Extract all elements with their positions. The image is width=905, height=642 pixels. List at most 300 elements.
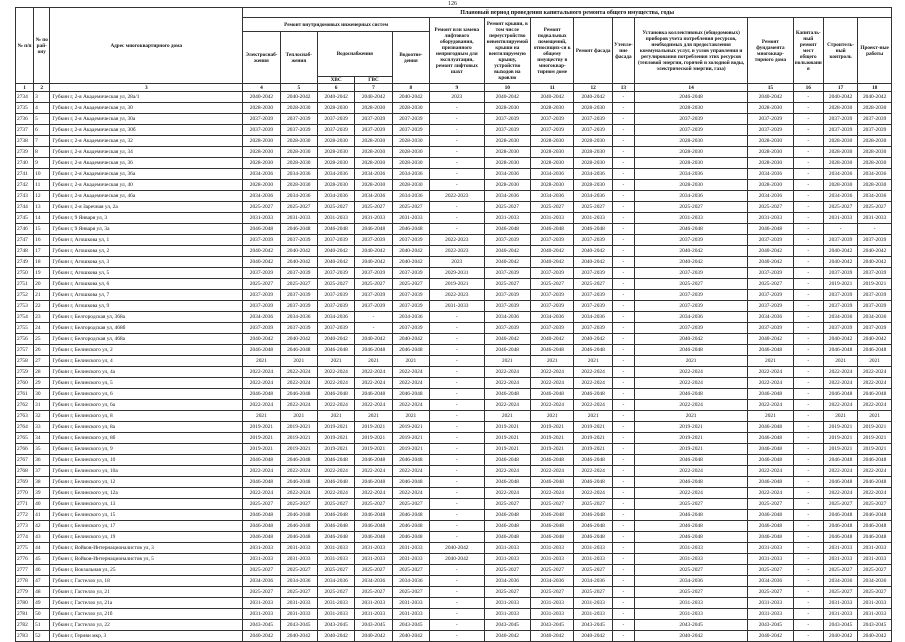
period-cell: - [793, 532, 823, 543]
period-cell: - [612, 543, 634, 554]
period-cell: 2021 [280, 411, 317, 422]
period-cell: 2031-2033 [243, 609, 280, 620]
foundation-header: Ремонт фундамента многоквар-тирного дома [748, 18, 793, 84]
row-number-cell: 2769 [16, 477, 34, 488]
period-cell: 2046-2048 [392, 532, 429, 543]
period-cell: 2019-2021 [392, 422, 429, 433]
table-row [16, 444, 892, 455]
period-cell: - [793, 334, 823, 345]
period-cell: 2037-2039 [243, 235, 280, 246]
period-cell: - [793, 510, 823, 521]
period-cell: 2034-2036 [243, 576, 280, 587]
table-row [16, 334, 892, 345]
period-cell: 2028-2030 [484, 103, 530, 114]
period-cell: 2034-2036 [280, 191, 317, 202]
table-row [16, 389, 892, 400]
period-cell: - [793, 356, 823, 367]
period-cell: 2037-2039 [823, 114, 857, 125]
address-cell: Губкин г, Белинского ул, 15 [50, 510, 243, 521]
column-numbers-row [16, 84, 892, 92]
address-cell: Губкин г, Белгородская ул, 468а [50, 334, 243, 345]
period-cell: 2043-2045 [858, 620, 892, 631]
electro-header: Электроснаб-жения [243, 32, 280, 84]
period-cell: - [355, 312, 392, 323]
period-cell: 2021 [355, 411, 392, 422]
period-cell: - [612, 213, 634, 224]
table-row [16, 92, 892, 103]
period-cell: 2025-2027 [355, 499, 392, 510]
period-cell: - [793, 268, 823, 279]
period-cell: 2022-2024 [280, 488, 317, 499]
district-number-cell: 48 [34, 587, 50, 598]
period-cell: - [430, 521, 485, 532]
row-number-cell: 2757 [16, 345, 34, 356]
period-cell: 2034-2036 [317, 191, 354, 202]
period-cell: 2021 [823, 411, 857, 422]
period-cell: 2037-2039 [858, 114, 892, 125]
period-cell: 2022-2024 [317, 378, 354, 389]
period-cell: 2022-2024 [574, 378, 612, 389]
period-cell: 2031-2033 [243, 554, 280, 565]
address-cell: Губкин г, Агошкова ул, 5 [50, 268, 243, 279]
period-cell: - [612, 158, 634, 169]
period-cell: 2040-2042 [748, 631, 793, 642]
period-cell: 2046-2048 [748, 389, 793, 400]
period-cell: 2040-2042 [635, 334, 748, 345]
period-cell: 2028-2030 [748, 147, 793, 158]
district-number-cell: 13 [34, 202, 50, 213]
period-cell: - [430, 477, 485, 488]
period-cell: - [612, 169, 634, 180]
period-cell: - [430, 510, 485, 521]
period-cell: 2040-2042 [531, 92, 574, 103]
row-number-cell: 2782 [16, 620, 34, 631]
period-cell: 2034-2036 [317, 312, 354, 323]
row-number-cell: 2761 [16, 389, 34, 400]
table-row [16, 609, 892, 620]
period-cell: 2021 [355, 356, 392, 367]
period-cell: 2034-2036 [280, 576, 317, 587]
period-cell: 2037-2039 [823, 323, 857, 334]
meters-header: Установка коллективных (общедомовых) приборов учета потребления ресурсов, необходимых для предоставления коммунальных услуг, и узлов управления и регулирования потребления этих ресурсов (тепловой энергии, горячей и холодной воды, электрической энергии, газа) [635, 18, 748, 84]
period-cell: 2031-2033 [823, 213, 857, 224]
gvs-header: ГВС [355, 77, 392, 84]
period-cell: 2031-2033 [858, 598, 892, 609]
period-cell: 2025-2027 [280, 279, 317, 290]
period-cell: 2028-2030 [858, 103, 892, 114]
period-cell: 2028-2030 [858, 158, 892, 169]
period-cell: 2022-2024 [858, 466, 892, 477]
district-number-cell: 28 [34, 367, 50, 378]
period-cell: 2022-2024 [748, 367, 793, 378]
period-cell: 2022-2024 [858, 400, 892, 411]
period-cell: 2021 [392, 356, 429, 367]
period-cell: 2022-2023 [430, 235, 485, 246]
period-cell: 2046-2048 [574, 389, 612, 400]
table-row [16, 576, 892, 587]
period-cell: - [793, 224, 823, 235]
period-cell: 2028-2030 [392, 147, 429, 158]
period-cell: 2037-2039 [243, 125, 280, 136]
col-district-header: № по рай-ону [34, 8, 50, 84]
period-cell: 2025-2027 [317, 587, 354, 598]
address-cell: Губкин г, 2-я Заречная ул, 2а [50, 202, 243, 213]
period-cell: 2046-2048 [392, 477, 429, 488]
period-cell: 2046-2048 [574, 455, 612, 466]
period-cell: - [430, 169, 485, 180]
period-cell: - [612, 400, 634, 411]
period-cell: 2037-2039 [280, 301, 317, 312]
period-cell: 2025-2027 [635, 202, 748, 213]
period-cell: - [612, 180, 634, 191]
period-cell: 2028-2030 [531, 180, 574, 191]
table-row [16, 433, 892, 444]
period-cell: 2046-2048 [355, 477, 392, 488]
row-number-cell: 2774 [16, 532, 34, 543]
district-number-cell: 21 [34, 290, 50, 301]
period-cell: 2019-2021 [280, 444, 317, 455]
period-cell: 2022-2023 [430, 246, 485, 257]
period-cell: 2034-2036 [858, 191, 892, 202]
district-number-cell: 34 [34, 433, 50, 444]
period-cell: - [612, 389, 634, 400]
period-cell: 2021 [317, 356, 354, 367]
period-cell: - [430, 312, 485, 323]
period-cell: 2046-2048 [574, 477, 612, 488]
period-cell: 2040-2042 [748, 334, 793, 345]
period-cell: 2040-2042 [280, 92, 317, 103]
period-cell: 2046-2048 [858, 477, 892, 488]
period-cell: - [430, 587, 485, 598]
period-cell: 2022-2024 [280, 367, 317, 378]
period-cell: 2021 [317, 411, 354, 422]
period-cell: 2040-2042 [392, 92, 429, 103]
period-cell: 2046-2048 [635, 345, 748, 356]
period-cell: 2019-2021 [355, 444, 392, 455]
district-number-cell: 5 [34, 114, 50, 125]
period-cell: - [793, 620, 823, 631]
period-cell: 2022-2024 [531, 367, 574, 378]
table-row [16, 455, 892, 466]
period-cell: 2031-2033 [355, 609, 392, 620]
period-cell: - [430, 609, 485, 620]
period-cell: 2037-2039 [484, 235, 530, 246]
district-number-cell: 16 [34, 235, 50, 246]
period-cell: 2040-2042 [823, 92, 857, 103]
period-cell: 2037-2039 [823, 125, 857, 136]
table-row [16, 400, 892, 411]
district-number-cell: 35 [34, 444, 50, 455]
period-cell: 2037-2039 [635, 125, 748, 136]
period-cell: 2025-2027 [243, 279, 280, 290]
period-cell: 2046-2048 [574, 521, 612, 532]
period-cell: 2040-2042 [355, 631, 392, 642]
period-cell: 2046-2048 [280, 510, 317, 521]
period-cell: 2031-2033 [392, 609, 429, 620]
period-cell: 2034-2036 [635, 312, 748, 323]
column-number: 12 [574, 84, 612, 92]
table-row [16, 312, 892, 323]
period-cell: 2029-2031 [430, 268, 485, 279]
period-cell: 2037-2039 [392, 235, 429, 246]
period-cell: 2043-2045 [280, 620, 317, 631]
table-row [16, 158, 892, 169]
period-cell: 2037-2039 [858, 301, 892, 312]
period-cell: - [793, 488, 823, 499]
period-cell: 2022-2024 [484, 466, 530, 477]
period-cell: - [430, 576, 485, 587]
period-cell: 2046-2048 [392, 455, 429, 466]
period-cell: 2043-2045 [574, 620, 612, 631]
row-number-cell: 2781 [16, 609, 34, 620]
period-cell: 2031-2033 [858, 609, 892, 620]
period-cell: 2034-2036 [531, 576, 574, 587]
table-row [16, 367, 892, 378]
period-cell: - [612, 477, 634, 488]
period-cell: 2043-2045 [355, 620, 392, 631]
period-cell: - [612, 235, 634, 246]
address-cell: Губкин г, 2-я Академическая ул, 46а [50, 191, 243, 202]
row-number-cell: 2758 [16, 356, 34, 367]
capital-repair-table [15, 7, 892, 642]
period-cell: 2046-2048 [243, 455, 280, 466]
period-cell: 2046-2048 [317, 521, 354, 532]
period-cell: 2037-2039 [823, 235, 857, 246]
period-cell: 2037-2039 [484, 268, 530, 279]
period-cell: 2025-2027 [355, 279, 392, 290]
period-cell: 2040-2042 [748, 246, 793, 257]
period-cell: 2034-2036 [574, 576, 612, 587]
period-cell: 2031-2033 [392, 543, 429, 554]
period-cell: - [430, 180, 485, 191]
period-cell: 2028-2030 [635, 147, 748, 158]
period-cell: 2040-2042 [531, 631, 574, 642]
period-cell: 2046-2048 [484, 389, 530, 400]
row-number-cell: 2742 [16, 180, 34, 191]
period-cell: 2025-2027 [748, 499, 793, 510]
address-cell: Губкин г, Белгородская ул, 368а [50, 312, 243, 323]
period-cell: 2021 [531, 356, 574, 367]
period-cell: 2031-2033 [430, 301, 485, 312]
district-number-cell: 10 [34, 169, 50, 180]
period-cell: 2040-2042 [243, 92, 280, 103]
period-cell: - [430, 422, 485, 433]
period-cell: - [430, 499, 485, 510]
period-cell: 2025-2027 [355, 565, 392, 576]
district-number-cell: 38 [34, 477, 50, 488]
period-cell: 2021 [484, 356, 530, 367]
address-cell: Губкин г, Белинского ул, 8б [50, 433, 243, 444]
period-cell: - [430, 488, 485, 499]
period-cell: 2031-2033 [280, 554, 317, 565]
table-row [16, 279, 892, 290]
period-cell: 2046-2048 [355, 389, 392, 400]
table-row [16, 378, 892, 389]
address-cell: Губкин г, 9 Января ул, 3 [50, 213, 243, 224]
period-cell: 2031-2033 [355, 554, 392, 565]
period-cell: 2025-2027 [317, 202, 354, 213]
column-number: 10 [484, 84, 530, 92]
period-cell: 2040-2042 [243, 334, 280, 345]
period-cell: 2025-2027 [748, 565, 793, 576]
period-cell: 2025-2027 [748, 587, 793, 598]
period-cell: 2031-2033 [392, 554, 429, 565]
period-cell: 2025-2027 [531, 499, 574, 510]
period-cell: 2028-2030 [531, 136, 574, 147]
period-cell: 2031-2033 [858, 213, 892, 224]
period-cell: 2021 [392, 411, 429, 422]
period-cell: 2022-2024 [280, 466, 317, 477]
period-cell: 2021 [531, 411, 574, 422]
period-cell: 2034-2036 [635, 191, 748, 202]
hvs-header: ХВС [317, 77, 354, 84]
address-cell: Губкин г, Войков-Интернационалистов ул, 3 [50, 543, 243, 554]
period-cell: 2046-2048 [243, 345, 280, 356]
period-cell: 2037-2039 [823, 268, 857, 279]
internal-systems-header: Ремонт внутридомовых инженерных систем [243, 18, 430, 32]
column-number: 1 [16, 84, 34, 92]
period-cell: - [793, 136, 823, 147]
row-number-cell: 2756 [16, 334, 34, 345]
period-cell: - [430, 323, 485, 334]
address-cell: Губкин г, 2-я Академическая ул, 28а/1 [50, 92, 243, 103]
period-cell: 2022-2024 [574, 466, 612, 477]
period-cell: 2037-2039 [392, 268, 429, 279]
period-cell: 2019-2021 [531, 433, 574, 444]
period-cell: 2025-2027 [635, 587, 748, 598]
period-cell: - [612, 103, 634, 114]
period-cell: 2031-2033 [823, 543, 857, 554]
period-cell: 2022-2024 [317, 488, 354, 499]
period-cell: 2046-2048 [355, 345, 392, 356]
period-cell: 2021 [858, 356, 892, 367]
period-cell: 2034-2036 [531, 169, 574, 180]
district-number-cell: 29 [34, 378, 50, 389]
period-cell: 2046-2048 [635, 455, 748, 466]
period-cell: 2046-2048 [531, 224, 574, 235]
period-cell: 2028-2030 [243, 136, 280, 147]
row-number-cell: 2737 [16, 125, 34, 136]
period-cell: 2028-2030 [392, 180, 429, 191]
column-number: 16 [793, 84, 823, 92]
period-cell: - [612, 367, 634, 378]
period-cell: 2031-2033 [280, 609, 317, 620]
period-cell: - [793, 92, 823, 103]
period-cell: 2037-2039 [858, 235, 892, 246]
period-cell: 2043-2045 [243, 620, 280, 631]
period-cell: 2040-2042 [531, 334, 574, 345]
period-cell: 2022-2024 [392, 400, 429, 411]
period-cell: 2028-2030 [574, 136, 612, 147]
period-cell: - [793, 499, 823, 510]
period-cell: 2028-2030 [392, 103, 429, 114]
period-cell: 2025-2027 [823, 587, 857, 598]
row-number-cell: 2752 [16, 290, 34, 301]
district-number-cell: 51 [34, 620, 50, 631]
period-cell: - [430, 334, 485, 345]
period-cell: - [612, 631, 634, 642]
period-cell: 2040-2042 [574, 246, 612, 257]
period-cell: 2037-2039 [574, 235, 612, 246]
row-number-cell: 2751 [16, 279, 34, 290]
period-cell: - [612, 356, 634, 367]
table-row [16, 598, 892, 609]
address-cell: Губкин г, Белинского ул, 13 [50, 499, 243, 510]
period-cell: 2046-2048 [858, 455, 892, 466]
row-number-cell: 2777 [16, 565, 34, 576]
period-cell: 2037-2039 [484, 301, 530, 312]
period-cell: - [793, 389, 823, 400]
address-cell: Губкин г, 2-я Академическая ул, 30б [50, 125, 243, 136]
period-cell: 2028-2030 [280, 136, 317, 147]
period-cell: 2028-2030 [317, 158, 354, 169]
period-cell: 2040-2042 [392, 257, 429, 268]
period-cell: 2028-2030 [574, 147, 612, 158]
period-cell: 2037-2039 [392, 301, 429, 312]
period-cell: 2025-2027 [243, 565, 280, 576]
row-number-cell: 2743 [16, 191, 34, 202]
period-cell: 2025-2027 [531, 202, 574, 213]
period-cell: 2037-2039 [355, 301, 392, 312]
period-cell: 2046-2048 [748, 224, 793, 235]
period-cell: 2034-2036 [635, 169, 748, 180]
period-cell: 2019-2021 [484, 444, 530, 455]
period-cell: - [612, 147, 634, 158]
period-cell: 2025-2027 [355, 202, 392, 213]
row-number-cell: 2783 [16, 631, 34, 642]
period-cell: 2046-2048 [392, 389, 429, 400]
period-cell: 2046-2048 [823, 455, 857, 466]
period-cell: 2022-2024 [243, 400, 280, 411]
period-cell: 2022-2024 [317, 367, 354, 378]
period-cell: 2034-2036 [317, 169, 354, 180]
period-cell: 2019-2021 [430, 279, 485, 290]
period-cell: 2022-2024 [355, 488, 392, 499]
period-cell: 2028-2030 [574, 180, 612, 191]
period-cell: 2022-2024 [484, 378, 530, 389]
column-number: 9 [430, 84, 485, 92]
period-cell: 2037-2039 [748, 125, 793, 136]
address-cell: Губкин г, Гастелло ул, 21 [50, 587, 243, 598]
row-number-cell: 2735 [16, 103, 34, 114]
row-number-cell: 2768 [16, 466, 34, 477]
period-cell: 2022-2024 [823, 367, 857, 378]
period-cell: 2025-2027 [392, 587, 429, 598]
period-cell: 2028-2030 [823, 180, 857, 191]
row-number-cell: 2753 [16, 301, 34, 312]
address-cell: Губкин г, Гериви мкр, 3 [50, 631, 243, 642]
period-cell: 2019-2021 [243, 422, 280, 433]
period-cell: 2031-2033 [392, 213, 429, 224]
period-cell: 2034-2036 [317, 576, 354, 587]
period-cell: 2021 [635, 411, 748, 422]
period-cell: - [612, 466, 634, 477]
period-cell: 2019-2021 [392, 433, 429, 444]
period-cell: - [612, 510, 634, 521]
period-cell: - [430, 136, 485, 147]
period-cell: 2040-2042 [484, 257, 530, 268]
period-cell: - [612, 125, 634, 136]
table-row [16, 510, 892, 521]
period-cell: 2025-2027 [748, 279, 793, 290]
district-number-cell: 40 [34, 499, 50, 510]
period-cell: 2028-2030 [243, 158, 280, 169]
row-number-cell: 2770 [16, 488, 34, 499]
period-cell: 2019-2021 [823, 444, 857, 455]
period-cell: 2019-2021 [858, 279, 892, 290]
period-cell: - [793, 455, 823, 466]
period-cell: 2025-2027 [392, 279, 429, 290]
